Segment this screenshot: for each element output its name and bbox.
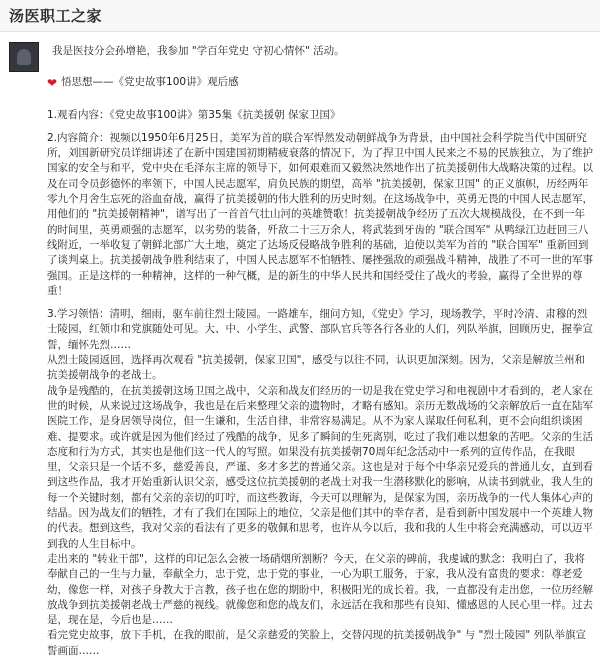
section-content-summary: 2.内容简介：视频以1950年6月25日，美军为首的联合军悍然发动朝鲜战争为背景，由中国社会科学院当代中国研究所，刘国新研究员详细讲述了在新中国建国初期精疲衰落的情况下，为了捍卫中国人民来之不易的民族独立，为了维护国家的安全与和平，党中央在毛泽东主席的领导下，如何艰难而又毅然决然地作出了抗美援朝伟大战略决策的过程。以及在司令员彭德怀的率领下，中国人民志愿军，肩负民族的期望，高举 "抗美援朝，保家卫国" 的正义旗帜，历经两年零九个月舍生忘死的浴血奋战，赢得了抗美援朝的伟大胜利的历史时刻。在这场战争中，英勇无畏的中国人民志愿军，用他们的 "抗美援朝精神"，谱写出了一首首气壮山河的英雄赞歌！抗美援朝战争经历了五次大规模战役，在不到一年的时间里，英勇顽强的志愿军，以劣势的装备，歼敌二十三万余人，将武装到牙齿的 "联合国军" 从鸭绿江边赶回三八线附近，一举收复了朝鲜北部广大土地，奠定了达场反侵略战争胜利的基础，迫使以美军为首的 "联合国军" 重新回到了谈判桌上。抗美援朝战争胜利结束了，中国人民志愿军不怕牺牲、屡挫强敌的顽强战斗精神，战胜了不可一世的军事强国。正是这样的一种精神，这样的一种气概，是的新生的中华人民共和国经受住了战火的考验，赢得了全世界的尊重！ — [47, 131, 593, 297]
section-learning-insight: 3.学习领悟：清明，细雨，驱车前往烈士陵园。一路雄车，细问方知，《党史》学习，现场教学，平时冷清、肃穆的烈士陵园，红领巾和党旗随处可见。大、中、小学生、武警、部队官兵等各行各业的人们，列队举旗，回顾历史，握拳宣誓，缅怀先烈…… — [47, 308, 593, 351]
paragraph-father-tribute: 走出来的 "转业干部"，这样的印记怎么会被一场硝烟所割断？今天，在父亲的碑前，我虔诚的默念：我明白了，我将奉献自己的一生与力量，奉献全力，忠于党，忠于党的事业，一心为职工服务，于家，我从没有富贵的要求：尊老爱幼，像您一样，对孩子身教大于言教，孩子也在您的期盼中，积极阳光的成长着。我，一直都没有走出您，一位历经解放战争到抗美援朝老战士严慈的视线。就像您和您的战友们，永远活在我和那些有良知、懂感恩的人民心里一样。过去是，现在是，今后也是…… — [47, 552, 593, 627]
reflection-heading — [47, 75, 595, 90]
section-viewing-content: 1.观看内容：《党史故事100讲》第35集《抗美援朝 保家卫国》 — [47, 108, 341, 121]
avatar-silhouette — [17, 49, 31, 65]
avatar[interactable] — [9, 42, 39, 72]
paragraph-war-memory: 战争是残酷的，在抗美援朝这场卫国之战中，父亲和战友们经历的一切是我在党史学习和电视剧中才看到的，老人家在世的时候，从来说过这场战争，我也是在后来整理父亲的遗物时，才略有感知。亲历无数战场的父亲解放后一直在陆军医院工作，是身居领导岗位，但一生谦和，生活自律，非常容易满足。从不为家人谋取任何私利，更不会向组织谈困难、提要求。或许就是因为他们经过了残酷的战争，见多了瞬间的生死离别，吃过了我们难以想象的苦吧。父亲的生活态度和行为方式，其实也是他们这一代人的写照。如果没有抗美援朝70周年纪念活动中一系列的宣传作品，在我眼里，父亲只是一个话不多，慈爱善良，严谨、多才多艺的普通父亲。这也是对于每个中华亲兄爱兵的普通儿女，直到看到这些作品，我才开始重新认识父亲，感受这位抗美援朝的老战士对我一生潜移默化的影响，从读书到就业，我人生的每一个关键时刻，都有父亲的亲切的叮咛，而这些教诲，今天可以理解为，是保家为国，亲历战争的一代人集体心声的结晶。因为战友们的牺牲，才有了我们在国际上的地位，父亲是他们其中的幸存者，是看到新中国发展中一个英雄人物的代表。想到这些，我对父亲的看法有了更多的敬佩和思考，也许从今以后，我和我的人生中将会充满感动，可以迈平到我的人生目标中。 — [47, 384, 593, 550]
post-body — [47, 44, 595, 659]
section-spacer — [47, 123, 595, 131]
section-spacer — [47, 299, 595, 307]
paragraph-return: 从烈士陵园返回，选择再次观看 "抗美援朝，保家卫国"，感受与以往不同，认识更加深刻。因为，父亲是解放兰州和抗美援朝战争的老战士。 — [47, 354, 585, 382]
site-title[interactable]: 汤医职工之家 — [9, 7, 103, 25]
post-intro: 我是医技分会孙增艳，我参加 "学百年党史 守初心情怀" 活动。 — [52, 45, 345, 57]
top-bar — [0, 0, 600, 32]
reflection-title: 悟思想——《党史故事100讲》观后感 — [61, 76, 239, 89]
heart-icon: ❤ — [47, 75, 58, 90]
paragraph-closing: 看完党史故事，放下手机，在我的眼前，是父亲慈爱的笑脸上，交替闪现的抗美援朝战争" 与 "烈士陵园" 列队举旗宣誓画面…… — [47, 629, 586, 657]
